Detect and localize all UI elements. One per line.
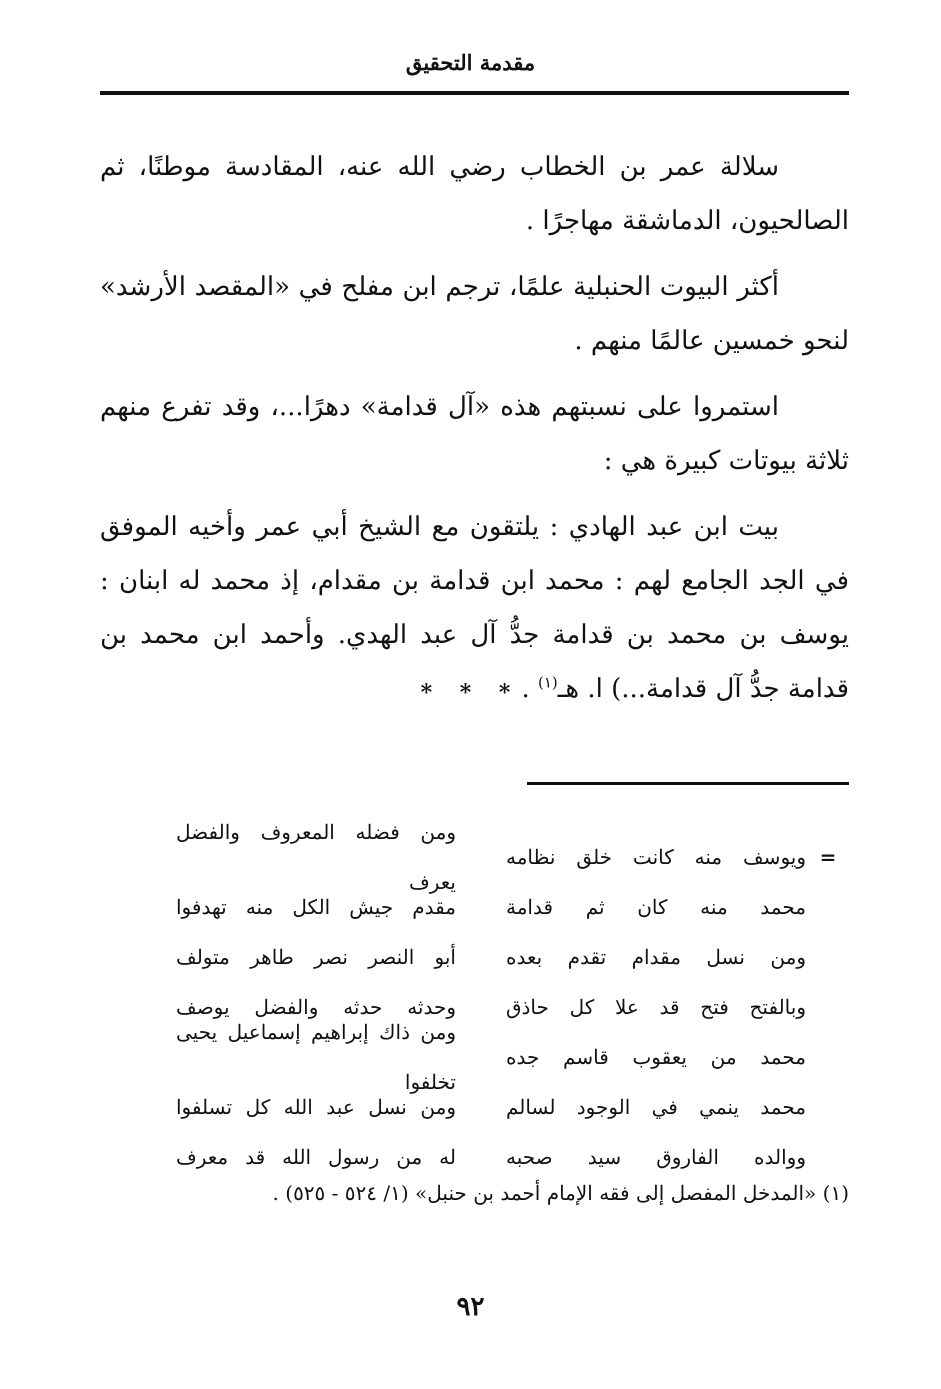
verse-first-hemistich: محمد من يعقوب قاسم جده [506,1045,806,1069]
poem-verse [160,932,850,982]
verse-first-hemistich: وبالفتح فتح قد علا كل حاذق [506,995,806,1019]
footnote-rule [527,782,849,785]
verse-first-hemistich: ووالده الفاروق سيد صحبه [506,1145,806,1169]
verse-second-hemistich: أبو النصر نصر طاهر متولف [176,945,456,969]
running-head: مقدمة التحقيق [405,50,536,75]
paragraph: سلالة عمر بن الخطاب رضي الله عنه، المقادسة موطنًا، ثم الصالحيون، الدماشقة مهاجرًا . [100,152,849,236]
verse-second-hemistich: ومن فضله المعروف والفضل يعرف [176,820,456,894]
header-rule [100,91,849,95]
verse-second-hemistich: وحدثه حدثه والفضل يوصف [176,995,456,1019]
verse-first-hemistich: محمد ينمي في الوجود لسالم [506,1095,806,1119]
verse-second-hemistich: ومن نسل عبد الله كل تسلفوا [176,1095,456,1119]
page-number: ٩٢ [456,1292,485,1322]
paragraph: أكثر البيوت الحنبلية علمًا، ترجم ابن مفلح في «المقصد الأرشد» لنحو خمسين عالمًا منهم . [100,272,849,356]
poem-verse [160,882,850,932]
poem-verse [160,1082,850,1132]
verse-first-hemistich: ويوسف منه كانت خلق نظامه [506,845,806,869]
main-text [100,140,849,728]
footnote: (١) «المدخل المفصل إلى فقه الإمام أحمد بن حنبل» (١/ ٥٢٤ - ٥٢٥) . [272,1181,849,1205]
poem-verse [160,1020,850,1094]
verse-second-hemistich: له من رسول الله قد معرف [176,1145,456,1169]
verse-second-hemistich: ومن ذاك إبراهيم إسماعيل يحيى تخلفوا [176,1020,456,1094]
continuation-marker: = [819,845,837,869]
paragraph-closing: . [521,674,538,704]
verse-first-hemistich: ومن نسل مقدام تقدم بعده [506,945,806,969]
footnote-reference: (١) [537,673,558,692]
paragraph: استمروا على نسبتهم هذه «آل قدامة» دهرًا...، وقد تفرع منهم ثلاثة بيوتات كبيرة هي : [100,392,849,476]
poem-block [160,820,850,1182]
poem-verse [160,1132,850,1182]
section-separator: * * * [420,680,521,706]
verse-second-hemistich: مقدم جيش الكل منه تهدفوا [176,895,456,919]
poem-verse [160,820,850,894]
paragraph-text: بيت ابن عبد الهادي : يلتقون مع الشيخ أبي عمر وأخيه الموفق في الجد الجامع لهم : محمد ابن قدامة بن مقدام، إذ محمد له ابنان : يوسف بن محمد بن قدامة جدُّ آل عبد الهدي. وأحمد ابن محمد بن قدامة جدُّ آل قدامة...) ا. هـ [100,512,849,704]
verse-first-hemistich: محمد منه كان ثم قدامة [506,895,806,919]
